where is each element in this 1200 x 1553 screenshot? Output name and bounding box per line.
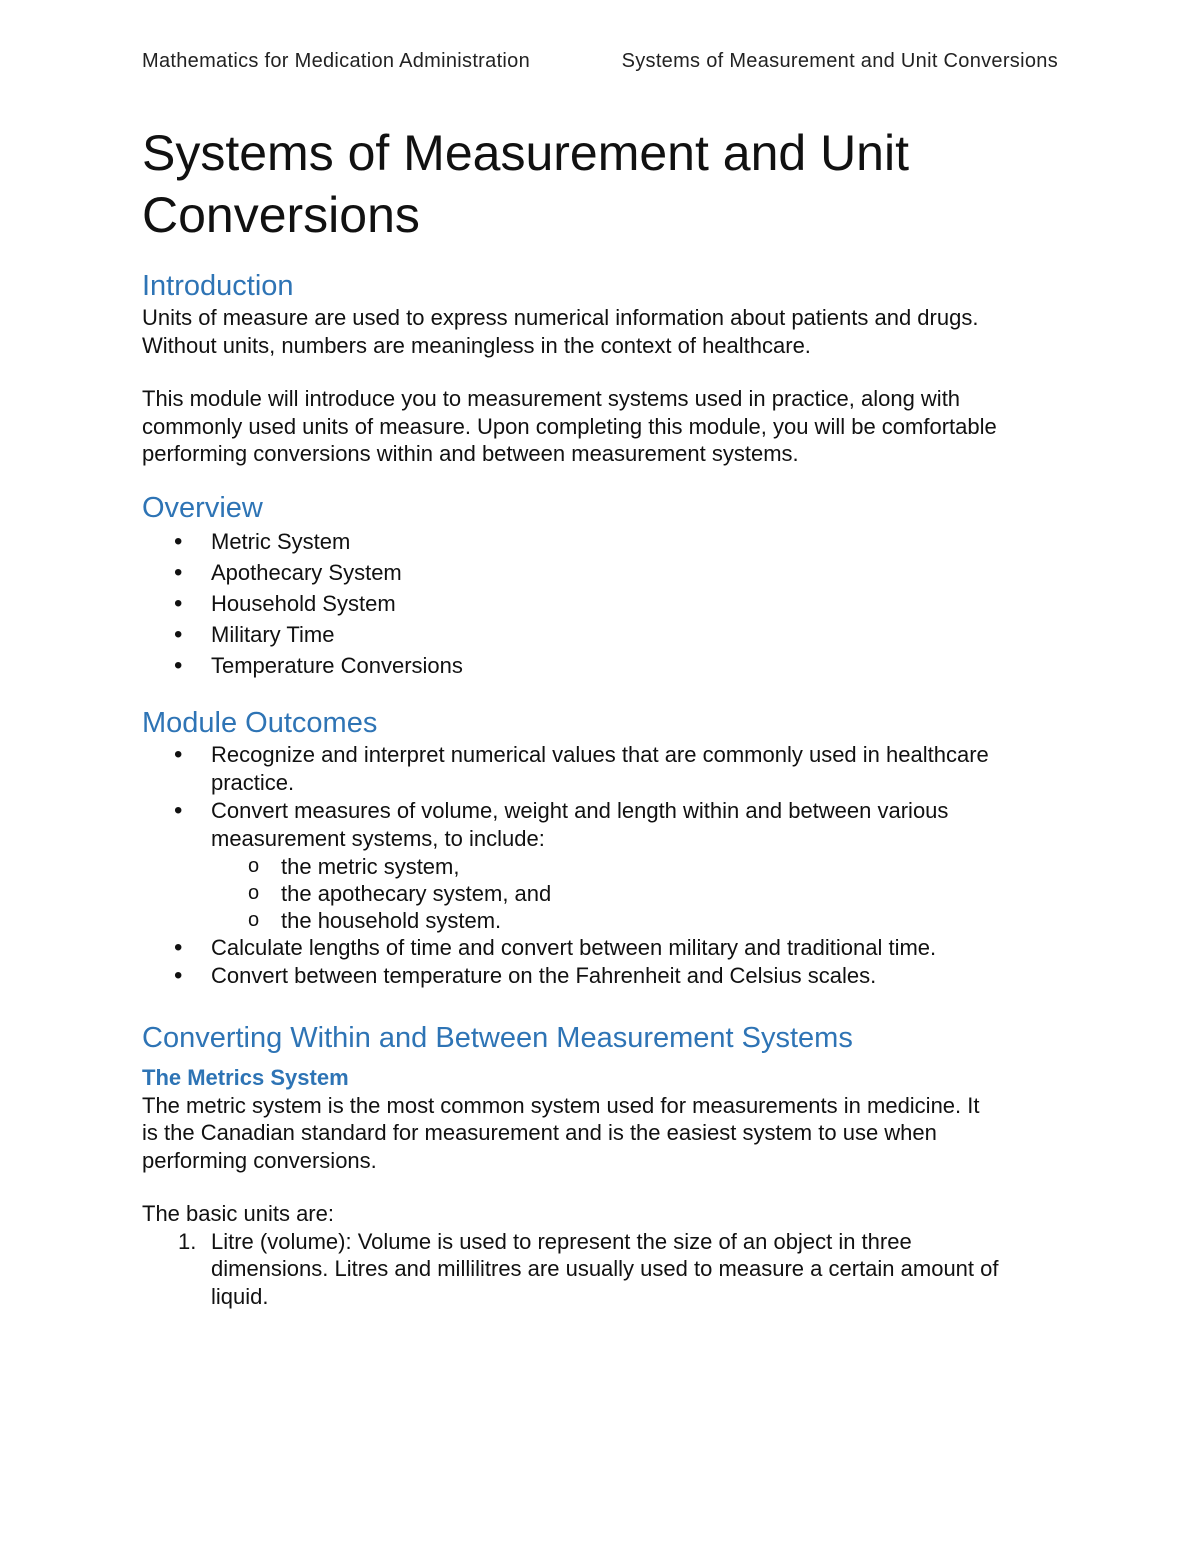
- outcome-item: [142, 741, 1058, 797]
- outcome-item: • Calculate lengths of time and convert between military and traditional time.: [142, 934, 1058, 962]
- converting-heading: Converting Within and Between Measurement Systems: [142, 1021, 853, 1054]
- unit-1-line3: liquid.: [211, 1283, 269, 1309]
- intro-p2-line3: performing conversions within and between measurement systems.: [142, 441, 799, 466]
- basic-unit-item: [142, 1228, 1058, 1311]
- metric-p-line3: performing conversions.: [142, 1147, 377, 1173]
- outcomes-sub-list: [142, 853, 1058, 934]
- introduction-paragraph-1: [142, 304, 1058, 359]
- outcome-1-line2: practice.: [211, 769, 295, 795]
- outcome-item: • Convert between temperature on the Fahrenheit and Celsius scales.: [142, 962, 1058, 990]
- overview-item: • Apothecary System: [142, 557, 1058, 588]
- outcome-sub-item: o the apothecary system, and: [142, 880, 1058, 907]
- overview-list: [142, 526, 1058, 681]
- outcomes-list: [142, 741, 1058, 853]
- metric-system-paragraph: [142, 1092, 1058, 1175]
- basic-units-list: [142, 1228, 1058, 1311]
- running-header: [142, 50, 1058, 73]
- overview-item: • Temperature Conversions: [142, 650, 1058, 681]
- list-number: 1.: [178, 1228, 197, 1254]
- unit-1-line2: dimensions. Litres and millilitres are usually used to measure a certain amount of: [211, 1256, 999, 1281]
- intro-p2-line2: commonly used units of measure. Upon completing this module, you will be comfortable: [142, 413, 997, 439]
- outcomes-heading: Module Outcomes: [142, 706, 378, 739]
- document-content: [142, 120, 1058, 1310]
- outcome-2-line1: Convert measures of volume, weight and length within and between various: [211, 797, 949, 823]
- overview-item: • Household System: [142, 588, 1058, 619]
- intro-p1-line2: Without units, numbers are meaningless in the context of healthcare.: [142, 332, 811, 358]
- intro-p2-line1: This module will introduce you to measurement systems used in practice, along with: [142, 386, 961, 411]
- introduction-paragraph-2: [142, 385, 1058, 468]
- unit-1-line1: Litre (volume): Volume is used to represent the size of an object in three: [211, 1228, 912, 1254]
- outcome-sub-item: o the household system.: [142, 907, 1058, 934]
- metric-system-subheading: The Metrics System: [142, 1064, 349, 1090]
- intro-p1-line1: Units of measure are used to express numerical information about patients and drugs.: [142, 305, 979, 330]
- overview-item: • Military Time: [142, 619, 1058, 650]
- metric-p-line1: The metric system is the most common system used for measurements in medicine. It: [142, 1092, 980, 1118]
- outcome-2-line2: measurement systems, to include:: [211, 825, 545, 851]
- header-left: Mathematics for Medication Administration: [142, 50, 531, 72]
- page-title-line-1: Systems of Measurement and Unit: [142, 125, 909, 181]
- page-title-line-2: Conversions: [142, 187, 420, 243]
- header-right: Systems of Measurement and Unit Conversions: [621, 50, 1058, 72]
- overview-heading: Overview: [142, 491, 263, 524]
- outcomes-list-continued: [142, 934, 1058, 990]
- metric-p-line2: is the Canadian standard for measurement and is the easiest system to use when: [142, 1120, 937, 1145]
- basic-units-intro: The basic units are:: [142, 1201, 334, 1226]
- overview-item: • Metric System: [142, 526, 1058, 557]
- outcome-1-line1: Recognize and interpret numerical values that are commonly used in healthcare: [211, 741, 989, 767]
- outcome-sub-item: o the metric system,: [142, 853, 1058, 880]
- introduction-heading: Introduction: [142, 270, 294, 302]
- outcome-item: [142, 797, 1058, 853]
- page-title: [142, 122, 1058, 246]
